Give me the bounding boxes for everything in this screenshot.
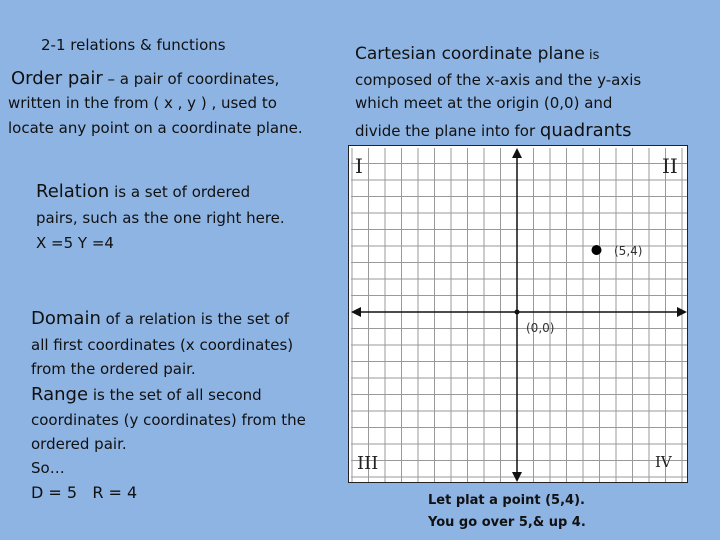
domain-line-1 — [31, 310, 289, 328]
domain-term: Domain — [31, 308, 101, 329]
slide-title: 2-1 relations & functions — [41, 36, 226, 54]
domain-def-2: all first coordinates (x coordinates) — [31, 336, 294, 354]
order-pair-def-1: – a pair of coordinates, — [102, 70, 280, 88]
range-def-3: ordered pair. — [31, 435, 127, 453]
cartesian-line-2: composed of the x-axis and the y-axis — [355, 71, 642, 89]
cartesian-suffix: is — [584, 48, 600, 63]
origin-label: (0,0) — [526, 321, 555, 335]
quadrant-label-3: III — [357, 453, 379, 474]
relation-def-1: is a set of ordered — [109, 183, 251, 201]
domain-def-1: of a relation is the set of — [100, 310, 290, 328]
quadrant-label-2: II — [662, 154, 678, 178]
point-label: (5,4) — [614, 244, 643, 258]
range-summary: D = 5 R = 4 — [31, 483, 138, 502]
range-term: Range — [31, 384, 89, 405]
range-line-1 — [31, 386, 262, 404]
cartesian-line-4-a: divide the plane into for — [355, 122, 540, 140]
range-so: So… — [31, 459, 65, 477]
relation-term: Relation — [36, 181, 110, 202]
cartesian-line-3: which meet at the origin (0,0) and — [355, 94, 613, 112]
quadrants-word: quadrants — [539, 120, 632, 141]
caption-line-2: You go over 5,& up 4. — [428, 515, 586, 530]
order-pair-def-2: written in the from ( x , y ) , used to — [8, 94, 277, 112]
relation-line-1 — [36, 183, 250, 201]
cartesian-term: Cartesian coordinate plane — [355, 44, 585, 64]
quadrant-label-1: I — [355, 154, 363, 178]
relation-def-2: pairs, such as the one right here. — [36, 209, 285, 227]
y-axis-arrow-up — [512, 148, 522, 158]
range-def-2: coordinates (y coordinates) from the — [31, 411, 306, 429]
relation-def-3: X =5 Y =4 — [36, 234, 114, 252]
coordinate-grid — [349, 146, 689, 484]
cartesian-line-4 — [355, 122, 632, 140]
caption-line-1: Let plat a point (5,4). — [428, 493, 585, 508]
cartesian-line-1 — [355, 46, 599, 63]
coordinate-plane — [348, 145, 688, 483]
order-pair-def-3: locate any point on a coordinate plane. — [8, 119, 303, 137]
origin-dot — [515, 310, 520, 315]
order-pair-line-1 — [11, 70, 279, 88]
plotted-point — [592, 245, 602, 255]
range-def-1: is the set of all second — [88, 386, 262, 404]
order-pair-term: Order pair — [11, 68, 103, 89]
quadrant-label-4: IV — [655, 453, 672, 471]
domain-def-3: from the ordered pair. — [31, 360, 196, 378]
